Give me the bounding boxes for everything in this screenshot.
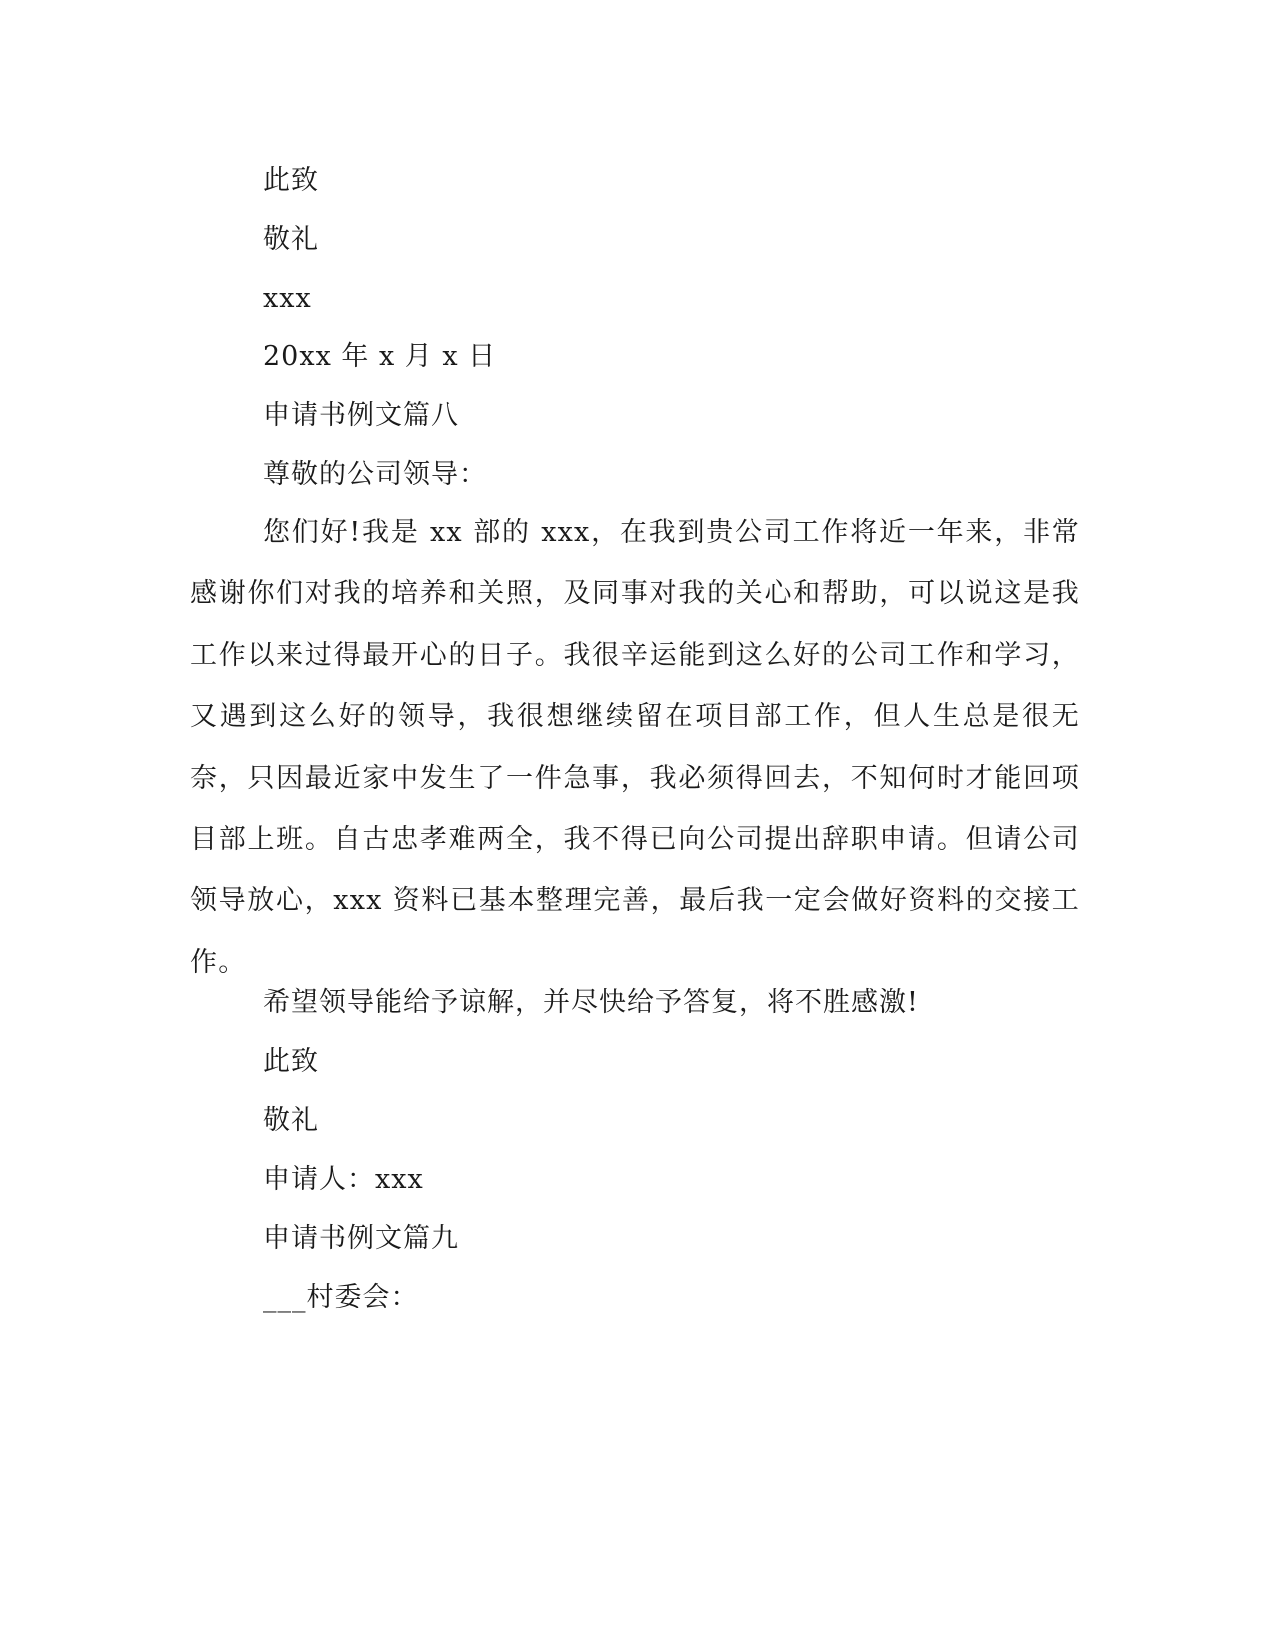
section-title: 申请书例文篇九: [263, 1223, 459, 1254]
hope-line: 希望领导能给予谅解，并尽快给予答复，将不胜感激!: [263, 987, 919, 1018]
regards-text: 敬礼: [263, 224, 319, 255]
applicant-line: 申请人：xxx: [263, 1164, 424, 1195]
date-line: 20xx 年 x 月 x 日: [263, 341, 497, 372]
regards-text: 敬礼: [263, 1105, 319, 1136]
closing-text: 此致: [263, 165, 319, 196]
salutation: 尊敬的公司领导：: [263, 459, 487, 490]
section-title: 申请书例文篇八: [263, 400, 459, 431]
closing-text: 此致: [263, 1046, 319, 1077]
salutation: ___村委会：: [263, 1282, 419, 1313]
body-paragraph: 您们好!我是 xx 部的 xxx，在我到贵公司工作将近一年来，非常感谢你们对我的培养和关照，及同事对我的关心和帮助，可以说这是我工作以来过得最开心的日子。我很辛运能到这么好的公司工作和学习，又遇到这么好的领导，我很想继续留在项目部工作，但人生总是很无奈，只因最近家中发生了一件急事，我必须得回去，不知何时才能回项目部上班。自古忠孝难两全，我不得已向公司提出辞职申请。但请公司领导放心，xxx 资料已基本整理完善，最后我一定会做好资料的交接工作。: [190, 517, 1080, 978]
signer-name: xxx: [263, 283, 312, 314]
